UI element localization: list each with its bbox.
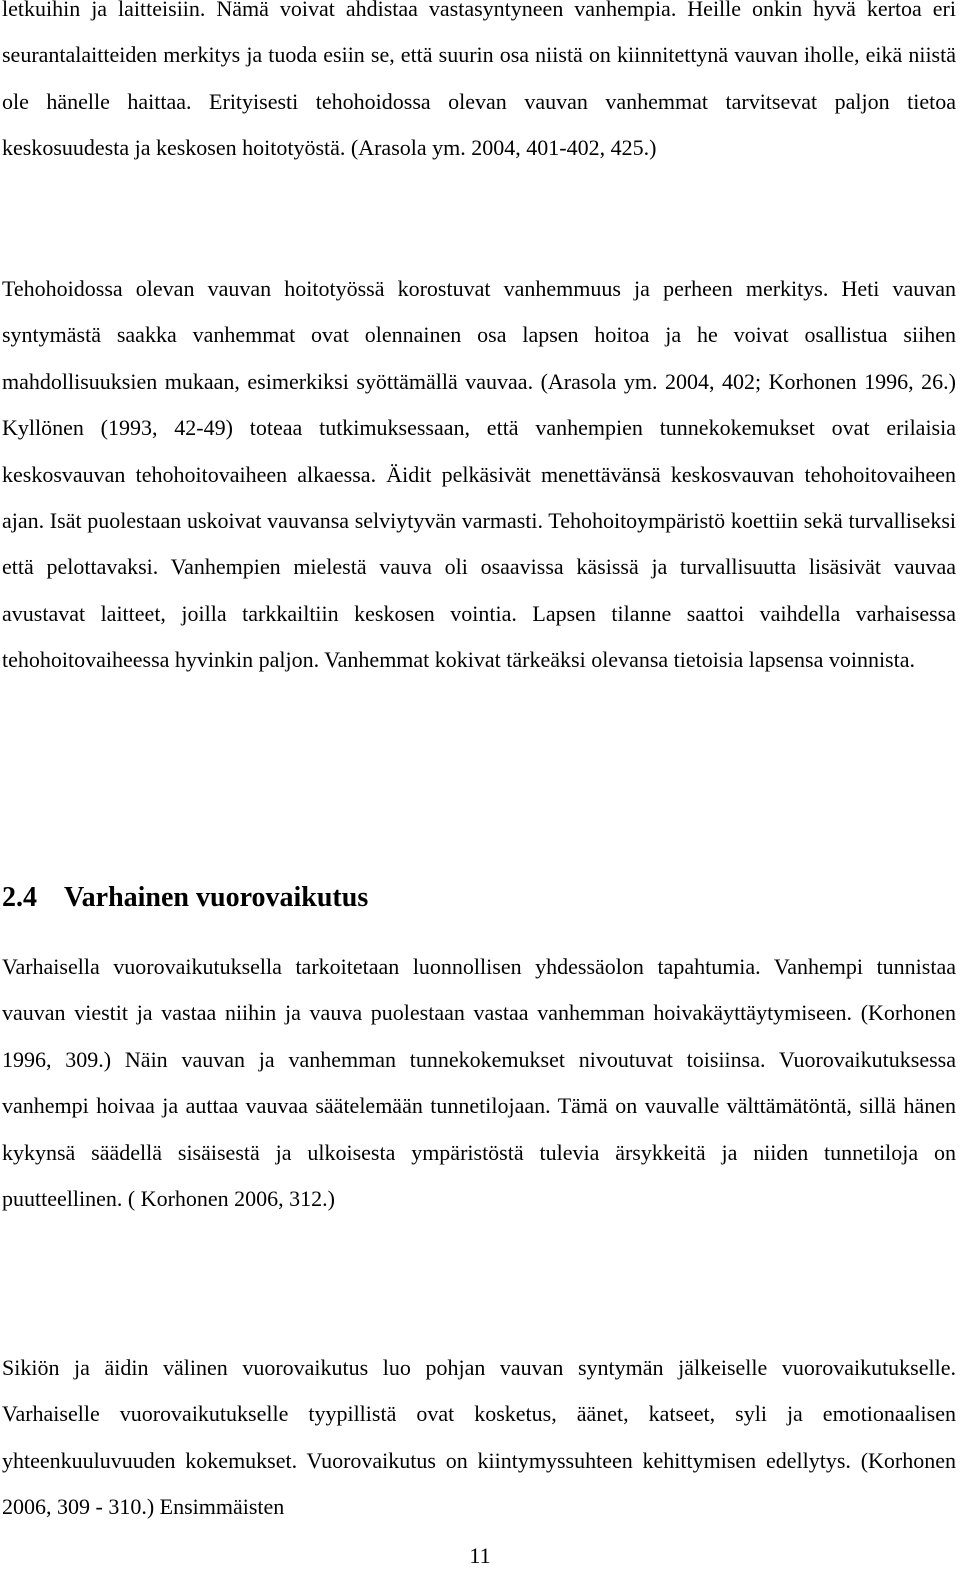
paragraph-intensive-care-parenthood: Tehohoidossa olevan vauvan hoitotyössä korostuvat vanhemmuus ja perheen merkitys. Heti vauvan syntymästä saakka vanhemmat ovat olennainen osa lapsen hoitoa ja he voivat osallistua siihen mahdollisuuksien mukaan, esimerkiksi syöttämällä vauvaa. (Arasola ym. 2004, 402; Korhonen 1996, 26.) Kyllönen (1993, 42-49) toteaa tutkimuksessaan, että vanhempien tunnekokemukset ovat erilaisia keskosvauvan tehohoitovaiheen alkaessa. Äidit pelkäsivät menettävänsä keskosvauvan tehohoitovaiheen ajan. Isät puolestaan uskoivat vauvansa selviytyvän varmasti. Tehohoitoympäristö koettiin sekä turvalliseksi että pelottavaksi. Vanhempien mielestä vauva oli osaavissa käsissä ja turvallisuutta lisäsivät vauvaa avustavat laitteet, joilla tarkkailtiin keskosen vointia. Lapsen tilanne saattoi vaihdella varhaisessa tehohoitovaiheessa hyvinkin paljon. Vanhemmat kokivat tärkeäksi olevansa tietoisia lapsensa voinnista. <box>2 276 956 673</box>
paragraph-early-interaction: Varhaisella vuorovaikutuksella tarkoitetaan luonnollisen yhdessäolon tapahtumia. Vanhempi tunnistaa vauvan viestit ja vastaa niihin ja vauva puolestaan vastaa vanhemman hoivakäyttäytymiseen. (Korhonen 1996, 309.) Näin vauvan ja vanhemman tunnekokemukset nivoutuvat toisiinsa. Vuorovaikutuksessa vanhempi hoivaa ja auttaa vauvaa säätelemään tunnetilojaan. Tämä on vauvalle välttämätöntä, sillä hänen kykynsä säädellä sisäisestä ja ulkoisesta ympäristöstä tulevia ärsykkeitä ja niiden tunnetiloja on puutteellinen. ( Korhonen 2006, 312.) <box>2 954 956 1212</box>
paragraph-prenatal-interaction: Sikiön ja äidin välinen vuorovaikutus luo pohjan vauvan syntymän jälkeiselle vuorovaikutukselle. Varhaiselle vuorovaikutukselle tyypillistä ovat kosketus, äänet, katseet, syli ja emotionaalisen yhteenkuuluvuuden kokemukset. Vuorovaikutus on kiintymyssuhteen kehittymisen edellytys. (Korhonen 2006, 309 - 310.) Ensimmäisten <box>2 1355 956 1520</box>
page-number: 11 <box>469 1543 491 1568</box>
paragraph-parent-information: letkuihin ja laitteisiin. Nämä voivat ahdistaa vastasyntyneen vanhempia. Heille onkin hyvä kertoa eri seurantalaitteiden merkitys ja tuoda esiin se, että suurin osa niistä on kiinnitettynä vauvan iholle, eikä niistä ole hänelle haittaa. Erityisesti tehohoidossa olevan vauvan vanhemmat tarvitsevat paljon tietoa keskosuudesta ja keskosen hoitotyöstä. (Arasola ym. 2004, 401-402, 425.) <box>2 0 956 161</box>
section-title: Varhainen vuorovaikutus <box>64 882 369 913</box>
section-number: 2.4 <box>2 882 37 913</box>
section-heading <box>2 878 368 918</box>
